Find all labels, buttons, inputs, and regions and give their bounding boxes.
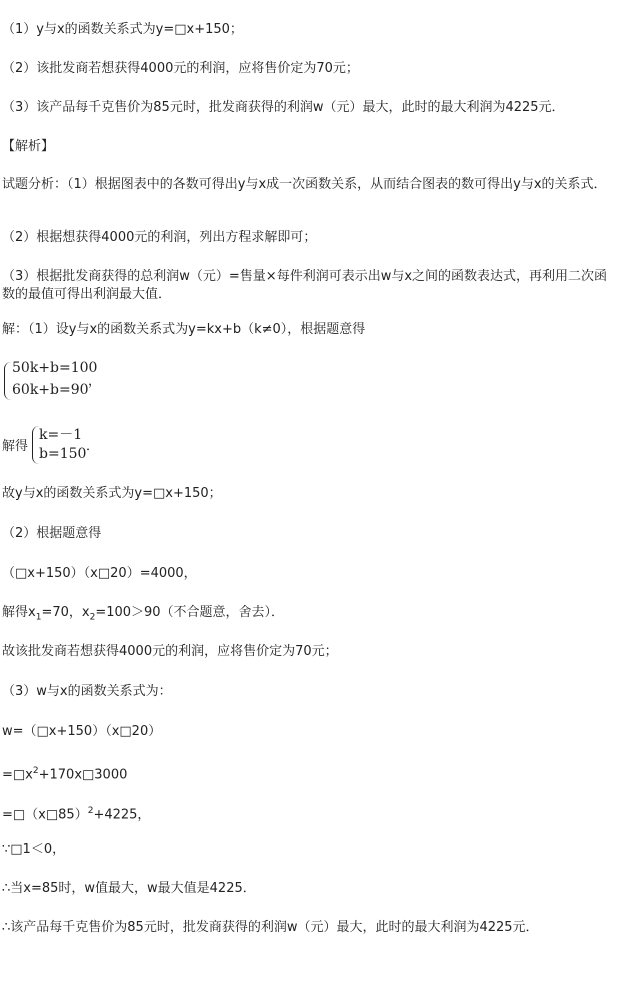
system-1-tail: ， bbox=[88, 374, 102, 389]
section-title: 【解析】 bbox=[2, 139, 55, 154]
superscript-2: 2 bbox=[87, 806, 94, 816]
brace-icon bbox=[4, 362, 12, 400]
solution-line-11: ∵□1＜0， bbox=[2, 842, 66, 857]
solution-line-5 bbox=[2, 605, 284, 626]
solution-line-5-a: 解得x bbox=[2, 605, 36, 620]
solution-line-5-b: =70，x bbox=[41, 605, 90, 620]
solution-line-8: w=（□x+150）（x□20） bbox=[2, 724, 162, 739]
solution-line-4: （□x+150）（x□20）=4000， bbox=[2, 566, 197, 581]
solution-line-6: 故该批发商若想获得4000元的利润，应将售价定为70元； bbox=[2, 644, 338, 659]
analysis-paragraph-3: （3）根据批发商获得的总利润w（元）=售量×每件利润可表示出w与x之间的函数表达式，再利用二次函数的最值可得出利润最大值． bbox=[2, 269, 608, 302]
solution-intro: 解：（1）设y与x的函数关系式为y=kx+b（k≠0），根据题意得 bbox=[2, 322, 366, 337]
solution-line-3: （2）根据题意得 bbox=[2, 526, 102, 541]
subscript-2: 2 bbox=[89, 612, 96, 623]
system-1-equation-1: 50k+b=100 bbox=[12, 360, 98, 376]
solution-line-7: （3）w与x的函数关系式为： bbox=[2, 684, 172, 699]
system-2-tail: ． bbox=[86, 439, 100, 454]
solution-line-9-b: +170x□3000 bbox=[38, 767, 128, 783]
answer-line-3: （3）该产品每千克售价为85元时，批发商获得的利润w（元）最大，此时的最大利润为4225元． bbox=[2, 100, 565, 115]
solution-line-10-a: =□（x□85） bbox=[2, 807, 88, 823]
answer-line-1: （1）y与x的函数关系式为y=□x+150； bbox=[2, 22, 243, 37]
analysis-paragraph-1: 试题分析：（1）根据图表中的各数可得出y与x成一次函数关系，从而结合图表的数可得出y与x的关系式． bbox=[2, 177, 607, 192]
system-2-prefix: 解得 bbox=[2, 439, 29, 454]
subscript-1: 1 bbox=[35, 612, 42, 623]
equation-system-1 bbox=[2, 360, 202, 404]
solution-line-9-a: =□x bbox=[2, 767, 33, 783]
system-2-equation-2: b=150 bbox=[39, 446, 87, 462]
analysis-paragraph-2: （2）根据想获得4000元的利润，列出方程求解即可； bbox=[2, 230, 317, 245]
equation-system-2 bbox=[2, 424, 202, 468]
superscript-2: 2 bbox=[32, 766, 39, 776]
system-1-equation-2: 60k+b=90 bbox=[12, 382, 89, 398]
answer-line-2: （2）该批发商若想获得4000元的利润，应将售价定为70元； bbox=[2, 61, 359, 76]
solution-line-13: ∴该产品每千克售价为85元时，批发商获得的利润w（元）最大，此时的最大利润为4225元． bbox=[2, 920, 539, 935]
solution-line-5-c: =100＞90（不合题意，舍去）． bbox=[95, 605, 285, 620]
solution-line-10 bbox=[2, 803, 150, 823]
solution-line-12: ∴当x=85时，w值最大，w最大值是4225． bbox=[2, 881, 256, 896]
solution-line-2: 故y与x的函数关系式为y=□x+150； bbox=[2, 486, 222, 501]
solution-line-9 bbox=[2, 763, 127, 783]
solution-line-10-b: +4225， bbox=[93, 807, 151, 823]
system-2-equation-1: k=－1 bbox=[39, 427, 83, 443]
